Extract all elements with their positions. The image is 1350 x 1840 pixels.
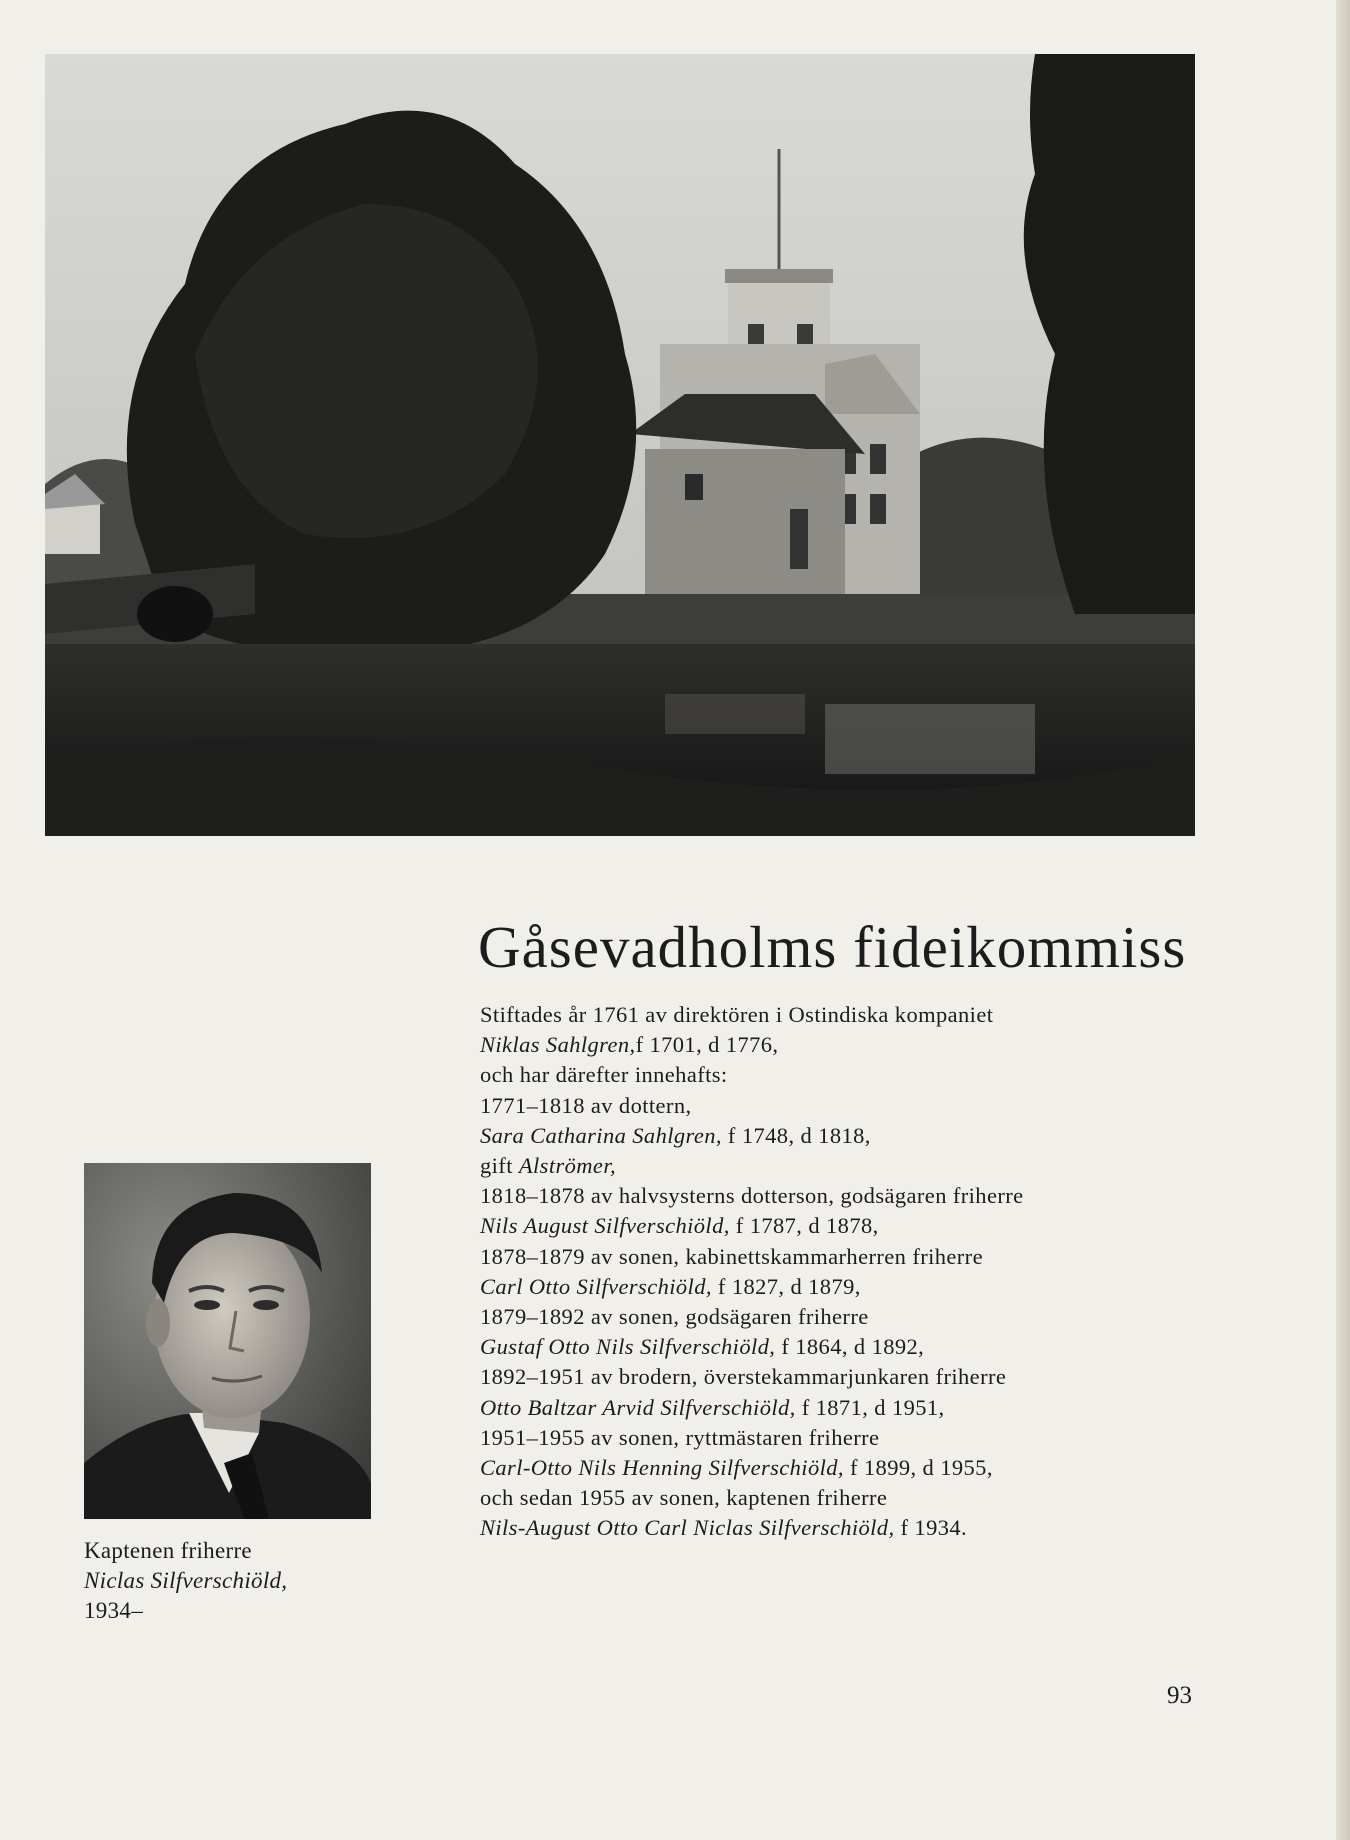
body-line: 1879–1892 av sonen, godsägaren friherre (480, 1304, 869, 1330)
body-line: Carl Otto Silfverschiöld, f 1827, d 1879, (480, 1273, 861, 1299)
body-line: Sara Catharina Sahlgren, f 1748, d 1818, (480, 1122, 871, 1148)
portrait-image (84, 1163, 371, 1519)
page-edge (1336, 0, 1350, 1840)
caption-year: 1934– (84, 1598, 143, 1623)
body-line: 1892–1951 av brodern, överstekammarjunkaren friherre (480, 1364, 1007, 1390)
page-number: 93 (1167, 1682, 1192, 1709)
page-title: Gåsevadholms fideikommiss (478, 914, 1187, 980)
body-line: Nils August Silfverschiöld, f 1787, d 1878, (480, 1213, 879, 1239)
body-line: gift Alströmer, (480, 1153, 617, 1179)
body-line: 1818–1878 av halvsysterns dotterson, godsägaren friherre (480, 1183, 1024, 1209)
body-line: Nils-August Otto Carl Niclas Silfverschiöld, f 1934. (480, 1515, 968, 1541)
caption-line: Kaptenen friherre (84, 1538, 252, 1563)
body-line: 1878–1879 av sonen, kabinettskammarherren friherre (480, 1243, 983, 1269)
caption-name: Niclas Silfverschiöld, (84, 1568, 288, 1593)
body-line: och sedan 1955 av sonen, kaptenen friherre (480, 1485, 888, 1511)
body-line: Stiftades år 1761 av direktören i Ostindiska kompaniet (480, 1002, 994, 1027)
portrait-caption (84, 1536, 374, 1626)
body-line: Gustaf Otto Nils Silfverschiöld, f 1864, d 1892, (480, 1334, 925, 1360)
portrait-photo (84, 1163, 371, 1519)
body-line: Carl-Otto Nils Henning Silfverschiöld, f 1899, d 1955, (480, 1455, 993, 1481)
body-line: 1771–1818 av dottern, (480, 1092, 692, 1118)
body-text (480, 1000, 1240, 1544)
body-line: Otto Baltzar Arvid Silfverschiöld, f 1871, d 1951, (480, 1394, 945, 1420)
castle-photo-image (45, 54, 1195, 836)
body-line: Niklas Sahlgren,f 1701, d 1776, (480, 1032, 779, 1058)
body-line: 1951–1955 av sonen, ryttmästaren friherre (480, 1424, 880, 1450)
castle-photo (45, 54, 1195, 836)
body-line: och har därefter innehafts: (480, 1062, 728, 1088)
